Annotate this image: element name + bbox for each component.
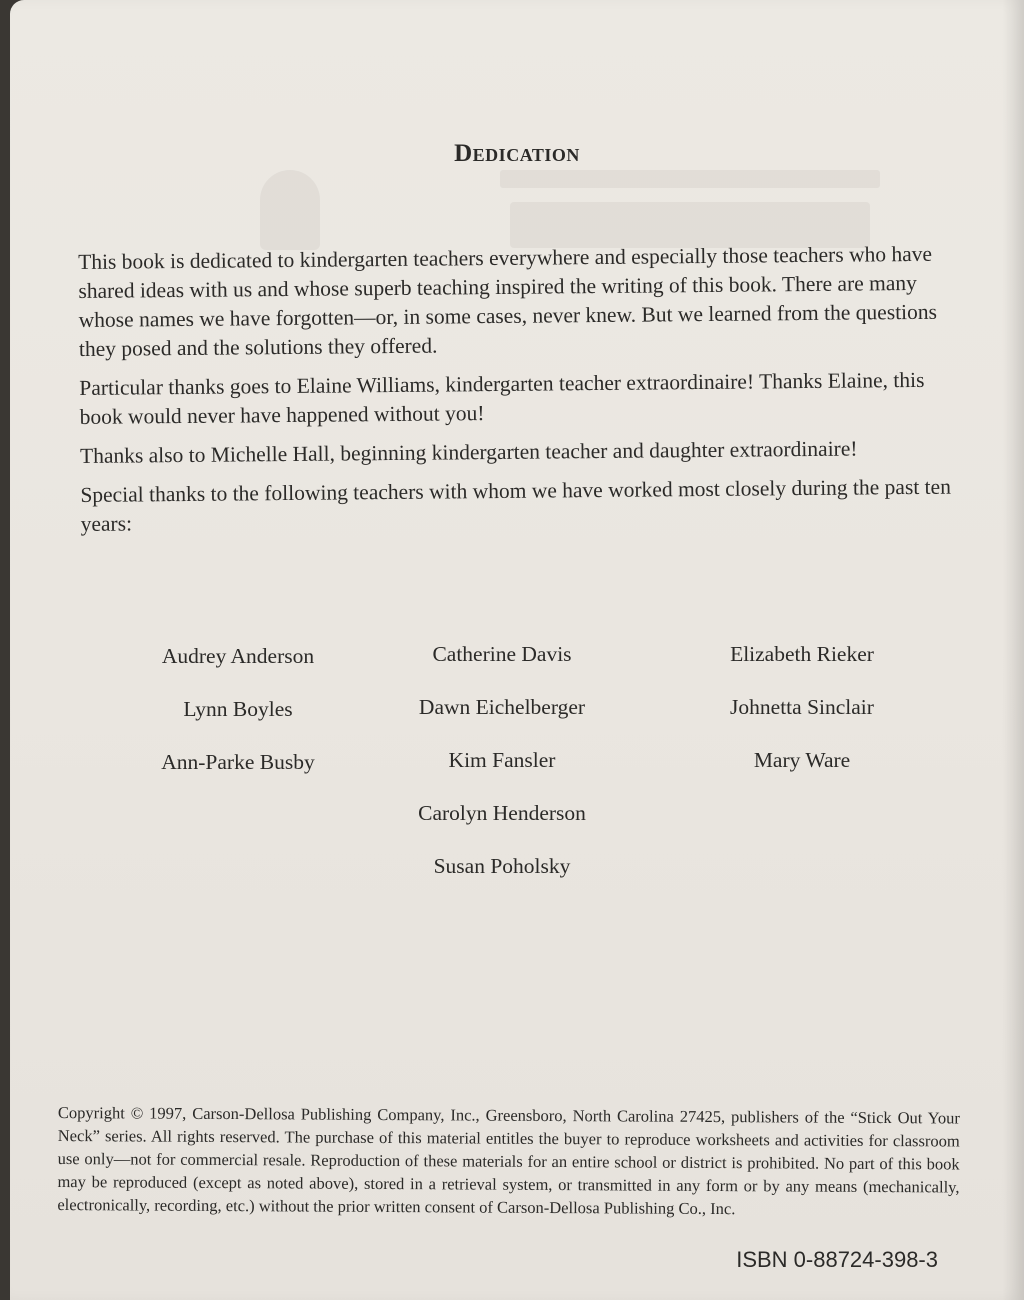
teacher-name: Dawn Eichelberger xyxy=(418,695,586,719)
book-page xyxy=(10,0,1024,1300)
teacher-name: Mary Ware xyxy=(753,748,851,772)
teacher-names xyxy=(10,636,1024,896)
teacher-name: Lynn Boyles xyxy=(183,697,293,721)
dedication-paragraph: Special thanks to the following teachers with whom we have worked most closely during the past ten years: xyxy=(80,474,952,536)
teacher-column-3 xyxy=(672,636,932,795)
dedication-paragraph: Particular thanks goes to Elaine Williams, kindergarten teacher extraordinaire! Thanks Elaine, this book would never have happened without you! xyxy=(79,367,925,429)
teacher-name: Susan Poholsky xyxy=(433,854,571,878)
teacher-name: Catherine Davis xyxy=(432,642,572,666)
teacher-name: Ann-Parke Busby xyxy=(161,750,315,774)
dedication-paragraph: Thanks also to Michelle Hall, beginning kindergarten teacher and daughter extraordinaire! xyxy=(79,436,858,468)
teacher-column-1 xyxy=(108,638,368,797)
isbn: ISBN 0-88724-398-3 xyxy=(736,1247,938,1272)
teacher-column-2 xyxy=(372,636,632,901)
teacher-name: Johnetta Sinclair xyxy=(730,695,874,719)
teacher-name: Kim Fansler xyxy=(448,748,556,772)
page-title: Dedication xyxy=(454,140,580,167)
teacher-name: Audrey Anderson xyxy=(161,644,315,668)
dedication-body xyxy=(78,240,961,549)
teacher-name: Elizabeth Rieker xyxy=(730,642,874,666)
dedication-paragraph: This book is dedicated to kindergarten teachers everywhere and especially those teachers who have shared ideas with us and whose superb teaching inspired the writing of this book. There are many whose names we have forgotten—or, in some cases, never knew. But we learned from the questions they posed and the solutions they offered. xyxy=(78,241,938,361)
copyright-notice: Copyright © 1997, Carson-Dellosa Publishing Company, Inc., Greensboro, North Carolina 27425, publishers of the “Stick Out Your Neck” series. All rights reserved. The purchase of this material entitles the buyer to reproduce worksheets and activities for classroom use only—not for commercial resale. Reproduction of these materials for an entire school or district is prohibited. No part of this book may be reproduced (except as noted above), stored in a retrieval system, or transmitted in any form or by any means (mechanically, electronically, recording, etc.) without the prior written consent of Carson-Dellosa Publishing Co., Inc. xyxy=(57,1103,960,1219)
teacher-name: Carolyn Henderson xyxy=(418,801,586,825)
